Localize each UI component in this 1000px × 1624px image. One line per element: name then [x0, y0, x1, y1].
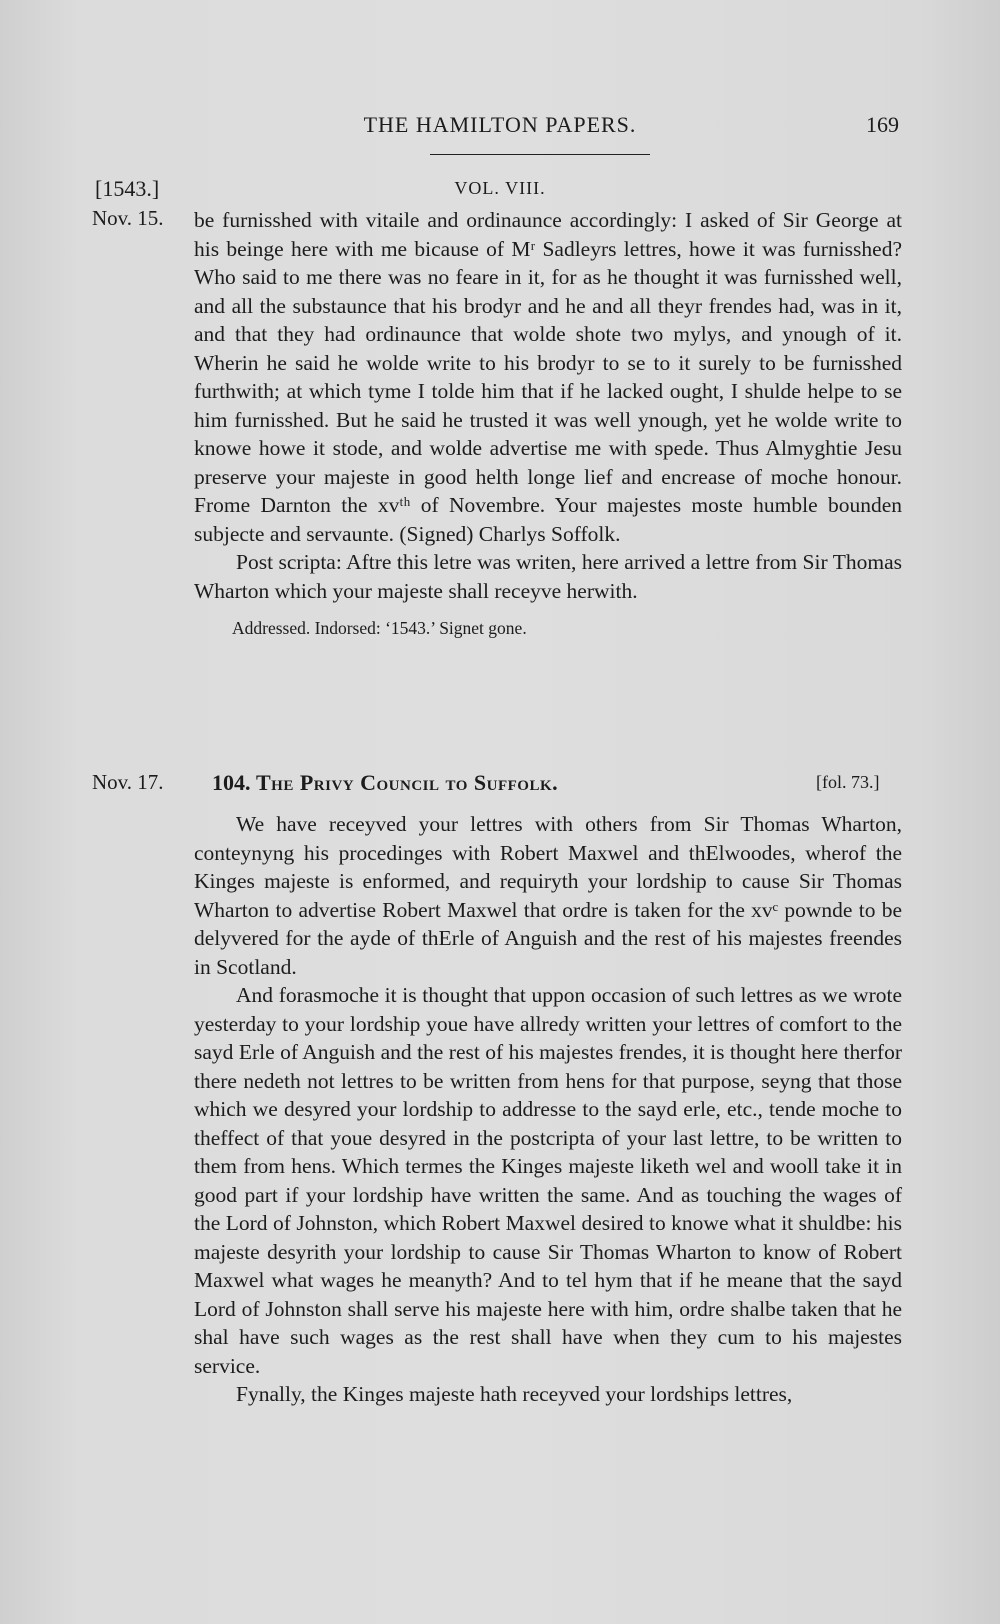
volume-label: VOL. VIII.: [454, 178, 546, 198]
page-number: 169: [866, 112, 899, 137]
paragraph-1: We have receyved your lettres with others from Sir Thomas Wharton, conteynyng his procedinges with Robert Maxwel and thElwoodes, wherof the Kinges majeste is enformed, and requiryth your lordship to cause Sir Thomas Wharton to advertise Robert Maxwel that ordre is taken for the xvᶜ pownde to be delyvered for the ayde of thErle of Anguish and the rest of his majestes freendes in Scotland.: [194, 812, 902, 979]
paragraph-3: Fynally, the Kinges majeste hath receyved your lordships lettres,: [236, 1382, 793, 1406]
entry-number: 104.: [212, 770, 251, 795]
header-rule: [430, 154, 650, 155]
paragraph-2: And forasmoche it is thought that uppon occasion of such lettres as we wrote yesterday to your lordship youe have allredy written your lettres of comfort to the sayd Erle of Anguish and the rest of his majestes frendes, it is thought here therfor there nedeth not lettres to be written from hens for that purpose, seyng that those which we desyred your lordship to addresse to the sayd erle, etc., tende moche to theffect of that youe desyred in the postcripta of your last lettre, to be written to them from hens. Which termes the Kinges majeste liketh wel and wooll take it in good part if your lordship have written the same. And as touching the wages of the Lord of Johnston, which Robert Maxwel desired to knowe what it shuldbe: his majeste desyrith your lordship to cause Sir Thomas Wharton to know of Robert Maxwel what wages he meanyth? And to tel hym that if he meane that the sayd Lord of Johnston shall serve his majeste here with him, ordre shalbe taken that he shal have such wages as the rest shall have when they cum to his majestes service.: [194, 983, 902, 1378]
addressed-note: Addressed. Indorsed: ‘1543.’ Signet gone.: [232, 618, 527, 638]
privy-council-letter-text: [194, 810, 902, 1409]
margin-date-nov-15: Nov. 15.: [92, 206, 164, 230]
postscript: Post scripta: Aftre this letre was writen, here arrived a lettre from Sir Thomas Wharton which your majeste shall receyve herwith.: [194, 550, 902, 603]
previous-letter-text: [194, 206, 902, 641]
entry-heading: [212, 770, 558, 796]
running-title: THE HAMILTON PAPERS.: [363, 112, 637, 137]
entry-title: The Privy Council to Suffolk.: [256, 770, 559, 795]
previous-letter-body: be furnisshed with vitaile and ordinaunce accordingly: I asked of Sir George at his beinge here with me bicause of Mʳ Sadleyrs lettres, howe it was furnisshed? Who said to me there was no feare in it, for as he thought it was furnisshed well, and all the substaunce that his brodyr and he and all theyr frendes had, was in it, and that they had ordinaunce that wolde shote two mylys, and ynough of it. Wherin he said he wolde write to his brodyr to se to it surely to be furnisshed furthwith; at which tyme I tolde him that if he lacked ought, I shulde helpe to se him furnisshed. But he said he trusted it was well ynough, yet he wolde write to knowe howe it stode, and wolde advertise me with spede. Thus Almyghtie Jesu preserve your majeste in good helth longe lief and encrease of moche honour. Frome Darnton the xvᵗʰ of Novembre. Your majestes moste humble bounden subjecte and servaunte. (Signed) Charlys Soffolk.: [194, 208, 902, 546]
margin-date-nov-17: Nov. 17.: [92, 770, 164, 794]
year-label: [1543.]: [95, 176, 160, 201]
folio-reference: [fol. 73.]: [816, 772, 880, 792]
